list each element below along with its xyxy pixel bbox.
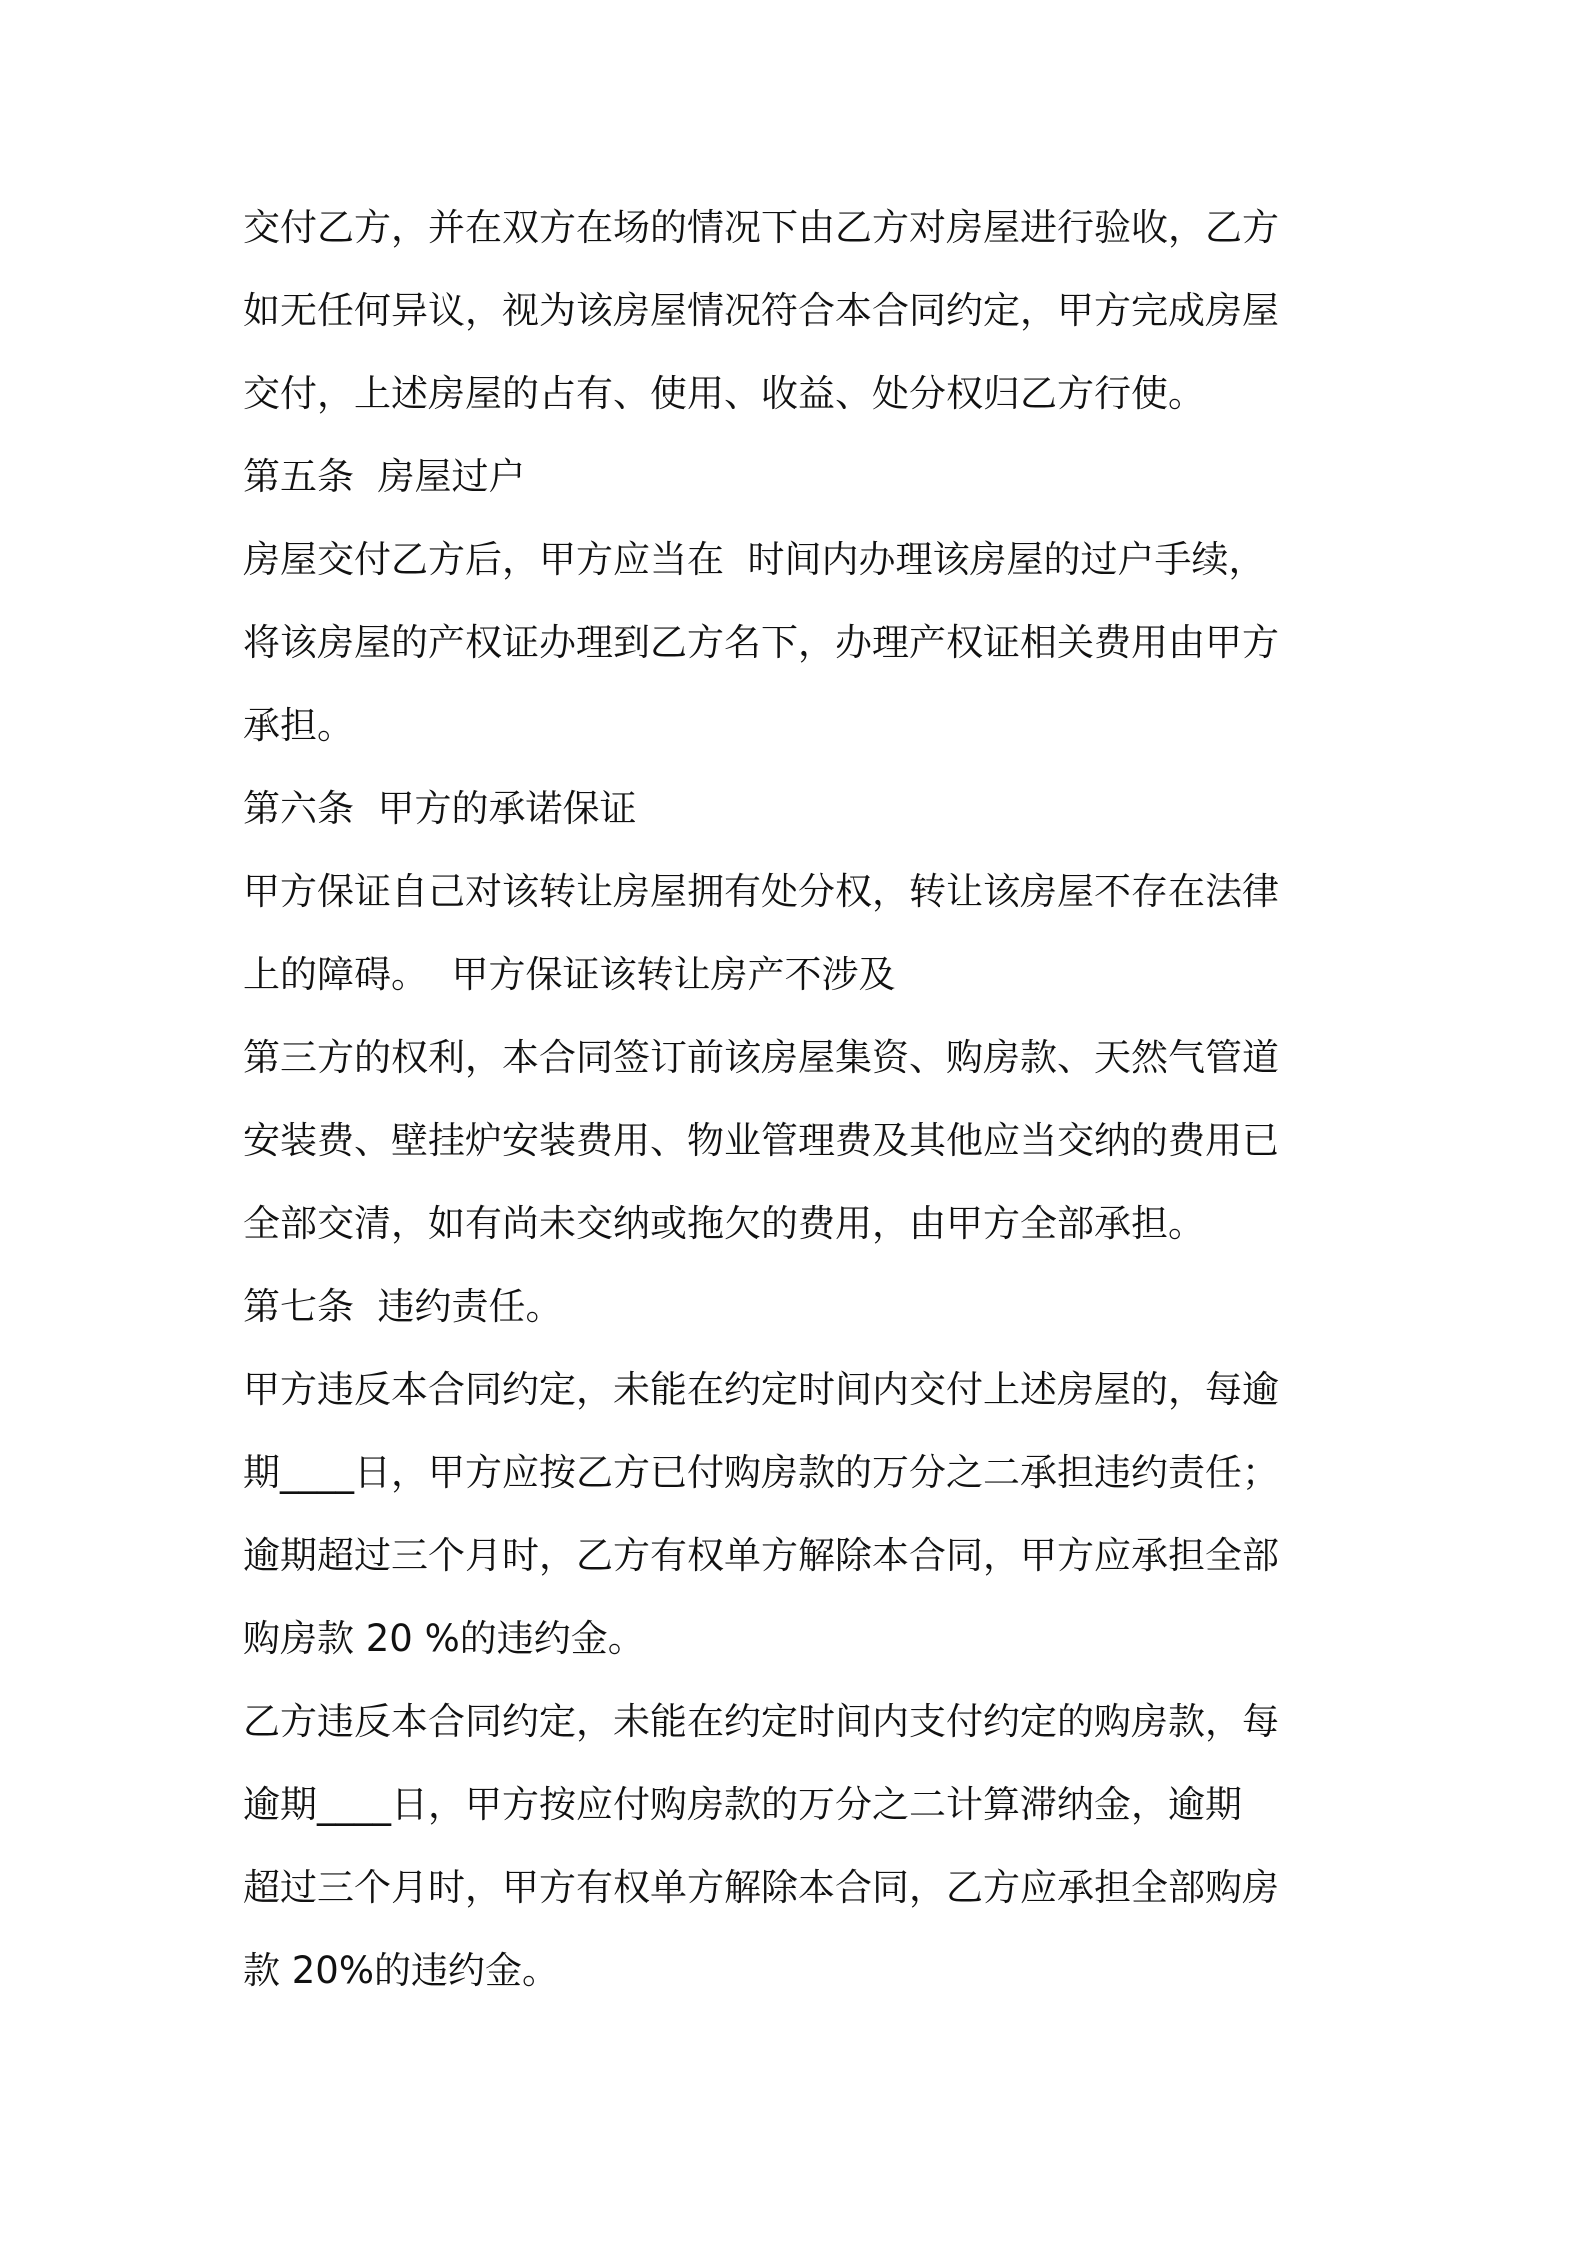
paragraph-line: 甲方保证自己对该转让房屋拥有处分权，转让该房屋不存在法律 — [243, 870, 1279, 913]
paragraph-line: 超过三个月时，甲方有权单方解除本合同，乙方应承担全部购房 — [243, 1866, 1279, 1909]
paragraph-line: 房屋交付乙方后，甲方应当在 时间内办理该房屋的过户手续， — [243, 538, 1266, 581]
article-heading-7: 第七条 违约责任。 — [243, 1285, 563, 1328]
paragraph-line: 逾期____日，甲方按应付购房款的万分之二计算滞纳金，逾期 — [243, 1783, 1242, 1826]
paragraph-line: 安装费、壁挂炉安装费用、物业管理费及其他应当交纳的费用已 — [243, 1119, 1279, 1162]
paragraph-line: 款 20%的违约金。 — [243, 1949, 559, 1992]
paragraph-line: 将该房屋的产权证办理到乙方名下，办理产权证相关费用由甲方 — [243, 621, 1279, 664]
paragraph-line: 全部交清，如有尚未交纳或拖欠的费用，由甲方全部承担。 — [243, 1202, 1205, 1245]
paragraph-line: 第三方的权利，本合同签订前该房屋集资、购房款、天然气管道 — [243, 1036, 1279, 1079]
paragraph-line: 乙方违反本合同约定，未能在约定时间内支付约定的购房款，每 — [243, 1700, 1279, 1743]
paragraph-line: 交付，上述房屋的占有、使用、收益、处分权归乙方行使。 — [243, 372, 1205, 415]
article-heading-6: 第六条 甲方的承诺保证 — [243, 787, 637, 830]
paragraph-line: 购房款 20 %的违约金。 — [243, 1617, 645, 1660]
paragraph-line: 期____日，甲方应按乙方已付购房款的万分之二承担违约责任； — [243, 1451, 1279, 1494]
article-heading-5: 第五条 房屋过户 — [243, 455, 526, 498]
paragraph-line: 交付乙方，并在双方在场的情况下由乙方对房屋进行验收，乙方 — [243, 206, 1279, 249]
paragraph-line: 甲方违反本合同约定，未能在约定时间内交付上述房屋的，每逾 — [243, 1368, 1279, 1411]
paragraph-line: 逾期超过三个月时，乙方有权单方解除本合同，甲方应承担全部 — [243, 1534, 1279, 1577]
paragraph-line: 如无任何异议，视为该房屋情况符合本合同约定，甲方完成房屋 — [243, 289, 1279, 332]
paragraph-line: 上的障碍。 甲方保证该转让房产不涉及 — [243, 953, 896, 996]
paragraph-line: 承担。 — [243, 704, 354, 747]
